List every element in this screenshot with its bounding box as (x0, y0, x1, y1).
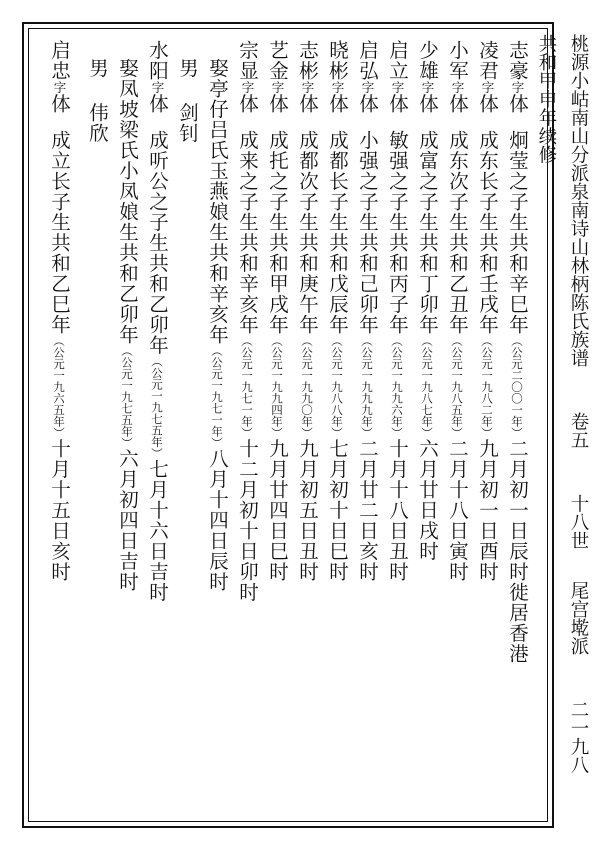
volume-label: 卷五 (568, 412, 589, 449)
entry-column: 启忠字体成立长子生共和乙巳年（公元一九六五年）十月十五日亥时 (48, 40, 71, 582)
entry-column: 小军字体成东次子生共和乙丑年（公元一九八五年）二月十八日寅时 (446, 40, 469, 582)
marriage-column: 娶凤坡梁氏小凤娘生共和乙卯年（公元一九七五年）六月初四日吉时 (116, 58, 139, 592)
entry-column: 艺金字体成托之子生共和甲戌年（公元一九九四年）九月廿四日巳时 (266, 40, 289, 582)
entry-column: 启立字体敏强之子生共和丙子年（公元一九九六年）十月十八日丑时 (386, 40, 409, 582)
entry-column: 水阳字体成听公之子生共和乙卯年（公元一九七五年）七月十六日吉时 (146, 40, 169, 603)
page-number: 二一九八 (568, 699, 589, 774)
running-header (536, 34, 594, 834)
edition-label: 共和甲申年续修 (536, 34, 557, 164)
entry-column: 启弘字体小强之子生共和己卯年（公元一九九九年）二月廿二日亥时 (356, 40, 379, 582)
marriage-column: 娶亭仔吕氏玉燕娘生共和辛亥年（公元一九七一年）八月十四日辰时 (206, 58, 229, 592)
book-title: 桃源小岵南山分派泉南诗山林柄陈氏族谱 (568, 34, 589, 367)
entry-column: 少雄字体成富之子生共和丁卯年（公元一九八七年）六月廿日戌时 (416, 40, 439, 562)
entry-column: 凌君字体成东长子生共和壬戌年（公元一九八二年）九月初一日酉时 (476, 40, 499, 582)
generation-label: 十八世 (568, 494, 589, 550)
entry-column: 志豪字体炯莹之子生共和辛巳年（公元二〇〇一年）二月初一日辰时徙居香港 (506, 40, 529, 664)
sons-column: 男剑钊 (176, 58, 199, 144)
entry-column: 志彬字体成都次子生共和庚午年（公元一九九〇年）九月初五日丑时 (296, 40, 319, 582)
entry-column: 宗显字体成来之子生共和辛亥年（公元一九七一年）十二月初十日卯时 (236, 40, 259, 603)
entry-column: 晓彬字体成都长子生共和戊辰年（公元一九八八年）七月初十日巳时 (326, 40, 349, 582)
sons-column: 男伟欣 (86, 58, 109, 144)
branch-label: 尾宫墘派 (568, 580, 589, 655)
